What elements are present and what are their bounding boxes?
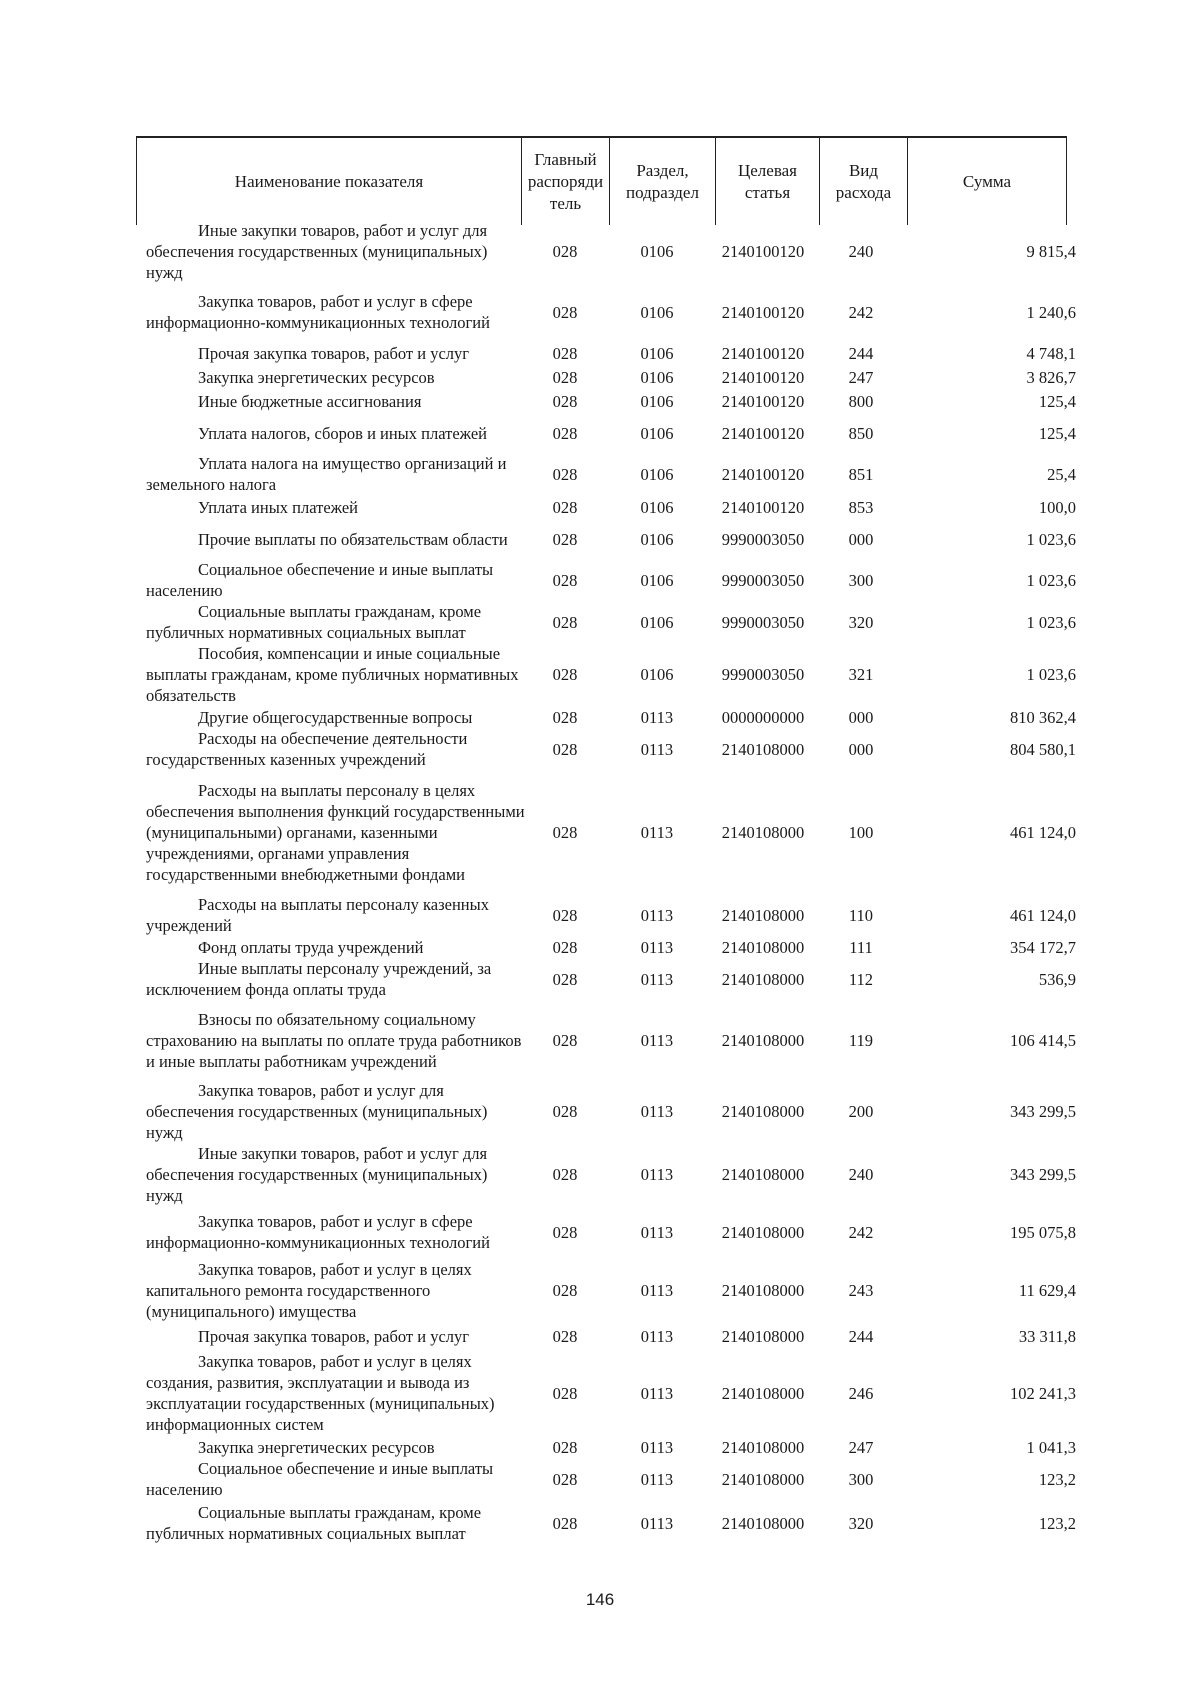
row-name: Иные закупки товаров, работ и услуг для обеспечения государственных (муниципальных) нужд (146, 221, 488, 282)
row-name: Социальное обеспечение и иные выплаты населению (146, 560, 494, 600)
row-main-manager: 028 (552, 242, 578, 261)
row-sum: 343 299,5 (1010, 1102, 1076, 1121)
row-section: 0113 (640, 739, 674, 759)
row-target-article: 2140108000 (721, 937, 805, 957)
row-name: Прочие выплаты по обязательствам области (198, 529, 508, 549)
row-section: 0113 (640, 1513, 674, 1533)
row-target-article: 2140100120 (721, 343, 805, 363)
row-target-article: 9990003050 (721, 665, 805, 684)
row-expense-type: 242 (848, 1222, 874, 1242)
row-name: Прочая закупка товаров, работ и услуг (198, 1326, 470, 1346)
table-row (146, 1500, 1076, 1546)
row-expense-type: 321 (848, 665, 874, 684)
row-main-manager: 028 (552, 1030, 578, 1050)
row-target-article: 2140108000 (721, 1280, 805, 1300)
row-target-article: 9990003050 (721, 612, 805, 632)
row-name: Закупка товаров, работ и услуг в целях капитального ремонта государственного (муниципального) имущества (146, 1259, 472, 1321)
row-name: Взносы по обязательному социальному страхованию на выплаты по оплате труда работников и иные выплаты работникам учреждений (146, 1009, 522, 1071)
page-number: 146 (585, 1590, 615, 1609)
row-section: 0106 (640, 242, 674, 261)
row-expense-type: 110 (848, 905, 874, 925)
table-row (146, 519, 1076, 559)
row-name: Расходы на обеспечение деятельности государственных казенных учреждений (146, 729, 468, 769)
row-sum: 1 023,6 (1026, 570, 1076, 590)
table-row (146, 1436, 1076, 1458)
row-sum: 1 023,6 (1026, 612, 1076, 632)
row-expense-type: 320 (848, 1513, 874, 1533)
row-target-article: 2140100120 (721, 423, 805, 443)
row-expense-type: 800 (848, 391, 874, 411)
row-expense-type: 851 (848, 464, 874, 484)
row-name: Расходы на выплаты персоналу казенных учреждений (146, 895, 489, 935)
row-section: 0113 (640, 1437, 674, 1457)
table-header (136, 136, 1067, 225)
row-expense-type: 100 (848, 822, 874, 842)
row-target-article: 2140100120 (721, 367, 805, 387)
row-expense-type: 246 (848, 1383, 874, 1403)
row-target-article: 2140108000 (721, 1102, 805, 1121)
row-main-manager: 028 (552, 707, 578, 727)
row-main-manager: 028 (552, 1165, 578, 1184)
row-name: Закупка товаров, работ и услуг для обеспечения государственных (муниципальных) нужд (146, 1081, 488, 1142)
row-sum: 106 414,5 (1010, 1030, 1076, 1050)
row-sum: 354 172,7 (1010, 937, 1076, 957)
row-main-manager: 028 (552, 1383, 578, 1403)
row-section: 0106 (640, 570, 674, 590)
row-expense-type: 240 (848, 1165, 874, 1184)
row-main-manager: 028 (552, 1280, 578, 1300)
row-expense-type: 000 (848, 529, 874, 549)
row-main-manager: 028 (552, 1326, 578, 1346)
row-sum: 461 124,0 (1010, 822, 1076, 842)
row-main-manager: 028 (552, 1469, 578, 1489)
row-name: Иные бюджетные ассигнования (198, 391, 422, 411)
row-section: 0113 (640, 822, 674, 842)
row-target-article: 2140108000 (721, 1469, 805, 1489)
row-sum: 123,2 (1038, 1513, 1076, 1533)
header-main-manager: Главный распоряди тель (522, 138, 610, 225)
row-sum: 11 629,4 (1018, 1280, 1076, 1300)
row-name: Закупка энергетических ресурсов (198, 367, 435, 387)
table-row (146, 1000, 1076, 1080)
row-section: 0113 (640, 1469, 674, 1489)
row-section: 0106 (640, 391, 674, 411)
table-row (146, 770, 1076, 894)
row-expense-type: 200 (848, 1102, 874, 1121)
table-row (146, 936, 1076, 958)
table-row (146, 1143, 1076, 1206)
row-expense-type: 320 (848, 612, 874, 632)
row-name: Фонд оплаты труда учреждений (198, 937, 424, 957)
table-row (146, 453, 1076, 495)
row-main-manager: 028 (552, 1437, 578, 1457)
row-main-manager: 028 (552, 343, 578, 363)
row-expense-type: 247 (848, 367, 874, 387)
row-main-manager: 028 (552, 905, 578, 925)
row-sum: 343 299,5 (1010, 1165, 1076, 1184)
row-name: Закупка товаров, работ и услуг в сфере информационно-коммуникационных технологий (146, 1212, 490, 1252)
table-row (146, 365, 1076, 389)
row-target-article: 0000000000 (721, 707, 805, 727)
row-sum: 1 041,3 (1026, 1437, 1076, 1457)
row-target-article: 2140108000 (721, 1437, 805, 1457)
row-sum: 4 748,1 (1026, 343, 1076, 363)
row-section: 0106 (640, 343, 674, 363)
row-expense-type: 119 (848, 1030, 874, 1050)
row-section: 0106 (640, 529, 674, 549)
row-name: Прочая закупка товаров, работ и услуг (198, 343, 470, 363)
row-main-manager: 028 (552, 665, 578, 684)
row-main-manager: 028 (552, 570, 578, 590)
row-target-article: 2140100120 (721, 391, 805, 411)
row-name: Уплата иных платежей (198, 497, 359, 517)
row-sum: 195 075,8 (1010, 1222, 1076, 1242)
row-target-article: 2140100120 (721, 302, 805, 322)
row-sum: 536,9 (1038, 969, 1076, 989)
row-name: Закупка товаров, работ и услуг в сфере информационно-коммуникационных технологий (146, 292, 490, 332)
row-name: Пособия, компенсации и иные социальные выплаты гражданам, кроме публичных нормативных обязательств (146, 644, 519, 705)
table-row (146, 958, 1076, 1000)
row-main-manager: 028 (552, 739, 578, 759)
table-row (146, 1350, 1076, 1436)
table-row (146, 559, 1076, 601)
row-sum: 100,0 (1038, 497, 1076, 517)
row-name: Иные выплаты персоналу учреждений, за исключением фонда оплаты труда (146, 959, 492, 999)
row-section: 0113 (640, 1383, 674, 1403)
row-main-manager: 028 (552, 529, 578, 549)
row-sum: 25,4 (1047, 464, 1076, 484)
row-expense-type: 240 (848, 242, 874, 261)
row-sum: 810 362,4 (1010, 707, 1076, 727)
row-section: 0113 (640, 969, 674, 989)
row-name: Другие общегосударственные вопросы (198, 707, 473, 727)
table-row (146, 220, 1076, 283)
row-name: Расходы на выплаты персоналу в целях обеспечения выполнения функций государственными (муниципальными) органами, казенными учреждениями, органами управления государственными внебюджетными фондами (146, 780, 525, 884)
table-row (146, 495, 1076, 519)
row-sum: 461 124,0 (1010, 905, 1076, 925)
row-target-article: 2140108000 (721, 1165, 805, 1184)
table-row (146, 413, 1076, 453)
row-section: 0113 (640, 937, 674, 957)
row-main-manager: 028 (552, 937, 578, 957)
row-main-manager: 028 (552, 464, 578, 484)
row-main-manager: 028 (552, 1102, 578, 1121)
row-name: Социальные выплаты гражданам, кроме публичных нормативных социальных выплат (146, 602, 482, 642)
row-expense-type: 243 (848, 1280, 874, 1300)
table-row (146, 1080, 1076, 1143)
row-section: 0106 (640, 367, 674, 387)
row-sum: 33 311,8 (1018, 1326, 1076, 1346)
row-target-article: 2140108000 (721, 905, 805, 925)
row-expense-type: 112 (848, 969, 874, 989)
row-main-manager: 028 (552, 822, 578, 842)
row-section: 0106 (640, 302, 674, 322)
row-section: 0113 (640, 1165, 674, 1184)
row-target-article: 2140108000 (721, 1326, 805, 1346)
row-expense-type: 244 (848, 1326, 874, 1346)
row-target-article: 2140108000 (721, 1030, 805, 1050)
table-row (146, 643, 1076, 706)
row-main-manager: 028 (552, 1513, 578, 1533)
row-section: 0113 (640, 1280, 674, 1300)
row-expense-type: 111 (849, 937, 873, 957)
row-section: 0106 (640, 612, 674, 632)
row-main-manager: 028 (552, 391, 578, 411)
row-target-article: 2140108000 (721, 969, 805, 989)
row-target-article: 2140100120 (721, 242, 805, 261)
row-main-manager: 028 (552, 302, 578, 322)
row-sum: 1 023,6 (1026, 529, 1076, 549)
row-expense-type: 000 (848, 739, 874, 759)
table-row (146, 1206, 1076, 1258)
budget-table (146, 220, 1076, 1546)
row-expense-type: 300 (848, 570, 874, 590)
row-name: Закупка энергетических ресурсов (198, 1437, 435, 1457)
row-sum: 3 826,7 (1026, 367, 1076, 387)
row-main-manager: 028 (552, 423, 578, 443)
table-row (146, 341, 1076, 365)
row-section: 0106 (640, 464, 674, 484)
row-section: 0113 (640, 1030, 674, 1050)
row-sum: 102 241,3 (1010, 1383, 1076, 1403)
row-section: 0113 (640, 707, 674, 727)
table-row (146, 283, 1076, 341)
row-section: 0106 (640, 497, 674, 517)
table-row (146, 1322, 1076, 1350)
table-row (146, 706, 1076, 728)
table-row (146, 601, 1076, 643)
row-expense-type: 242 (848, 302, 874, 322)
row-main-manager: 028 (552, 612, 578, 632)
table-row (146, 1458, 1076, 1500)
row-target-article: 2140108000 (721, 1513, 805, 1533)
row-target-article: 2140108000 (721, 1383, 805, 1403)
row-name: Закупка товаров, работ и услуг в целях создания, развития, эксплуатации и вывода из эксплуатации государственных (муниципальных) информационных систем (146, 1352, 495, 1434)
row-name: Социальные выплаты гражданам, кроме публичных нормативных социальных выплат (146, 1503, 482, 1543)
row-sum: 123,2 (1038, 1469, 1076, 1489)
header-target-article: Целевая статья (716, 138, 820, 225)
table-row (146, 389, 1076, 413)
row-expense-type: 000 (848, 707, 874, 727)
row-name: Иные закупки товаров, работ и услуг для обеспечения государственных (муниципальных) нужд (146, 1144, 488, 1205)
header-section: Раздел, подраздел (610, 138, 716, 225)
row-sum: 9 815,4 (1026, 242, 1076, 261)
row-target-article: 2140100120 (721, 464, 805, 484)
row-sum: 804 580,1 (1010, 739, 1076, 759)
row-main-manager: 028 (552, 497, 578, 517)
header-sum: Сумма (908, 138, 1067, 225)
row-target-article: 2140100120 (721, 497, 805, 517)
row-sum: 1 240,6 (1026, 302, 1076, 322)
row-name: Социальное обеспечение и иные выплаты населению (146, 1459, 494, 1499)
row-sum: 125,4 (1038, 423, 1076, 443)
row-section: 0113 (640, 1326, 674, 1346)
table-row (146, 1258, 1076, 1322)
row-target-article: 9990003050 (721, 570, 805, 590)
header-expense-type: Вид расхода (820, 138, 908, 225)
row-name: Уплата налога на имущество организаций и земельного налога (146, 454, 507, 494)
row-target-article: 2140108000 (721, 739, 805, 759)
table-row (146, 894, 1076, 936)
row-target-article: 2140108000 (721, 1222, 805, 1242)
row-section: 0113 (640, 1102, 674, 1121)
row-target-article: 9990003050 (721, 529, 805, 549)
table-row (146, 728, 1076, 770)
header-name: Наименование показателя (136, 138, 522, 225)
row-expense-type: 850 (848, 423, 874, 443)
row-main-manager: 028 (552, 367, 578, 387)
row-expense-type: 247 (848, 1437, 874, 1457)
row-main-manager: 028 (552, 1222, 578, 1242)
table-body (146, 220, 1076, 1546)
row-main-manager: 028 (552, 969, 578, 989)
row-target-article: 2140108000 (721, 822, 805, 842)
row-expense-type: 244 (848, 343, 874, 363)
row-sum: 125,4 (1038, 391, 1076, 411)
row-sum: 1 023,6 (1026, 665, 1076, 684)
row-section: 0113 (640, 1222, 674, 1242)
row-expense-type: 853 (848, 497, 874, 517)
row-expense-type: 300 (848, 1469, 874, 1489)
row-section: 0106 (640, 423, 674, 443)
row-name: Уплата налогов, сборов и иных платежей (198, 423, 487, 443)
row-section: 0106 (640, 665, 674, 684)
row-section: 0113 (640, 905, 674, 925)
